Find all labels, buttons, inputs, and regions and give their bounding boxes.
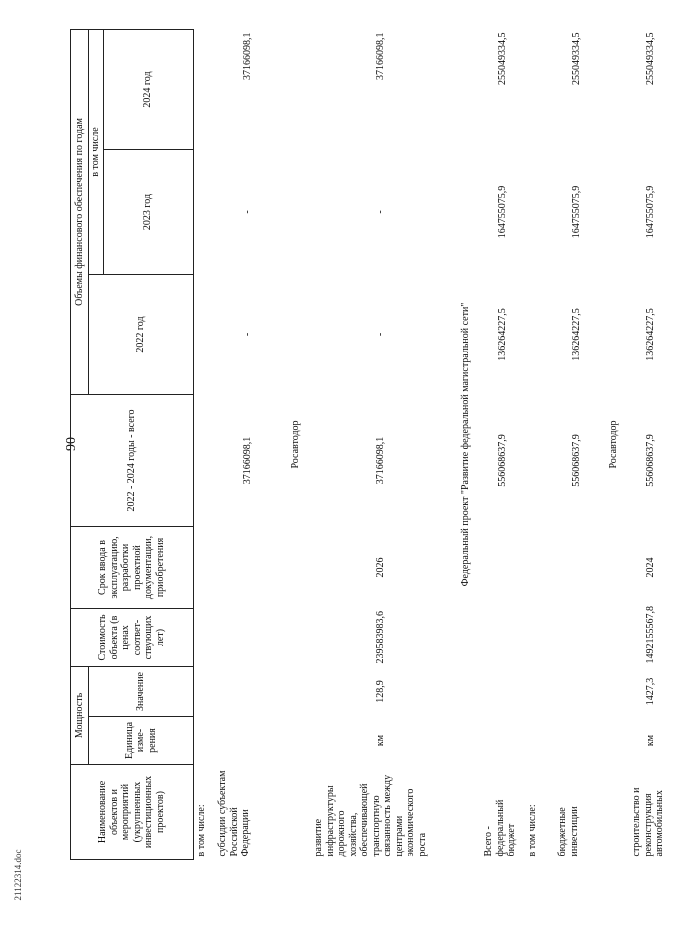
cell-y2023: 164755075,9 <box>645 185 657 239</box>
cell-term <box>215 527 281 609</box>
header-name: Наименование объектов и мероприятий (укрупненных инвестиционных проектов) <box>71 765 194 860</box>
header-2022: 2022 год <box>89 275 194 395</box>
table-row <box>481 29 525 859</box>
cell-y2023 <box>193 150 215 275</box>
cell-y2022 <box>193 275 215 395</box>
cell-y2023: 164755075,9 <box>571 185 583 239</box>
cell-cost: 1492155567,8 <box>645 606 657 664</box>
header-capacity: Мощность <box>71 667 89 765</box>
header-term: Срок ввода в эксплуатацию, разработки проектной документации, приобретения <box>71 527 194 609</box>
cell-y2024: 255049334,5 <box>645 32 657 85</box>
header-2023: 2023 год <box>103 150 193 275</box>
cell-y2022: - <box>375 332 387 337</box>
cell-unit <box>193 717 215 765</box>
cell-name: бюджетные инвестиции <box>557 806 580 857</box>
section-row <box>281 29 311 859</box>
cell-unit <box>481 717 525 765</box>
cell-value <box>215 667 281 717</box>
cell-value <box>525 667 555 717</box>
cell-y2022: 136264227,5 <box>497 308 509 361</box>
cell-term: 2024 <box>645 557 657 578</box>
cell-y2024: 37166098,1 <box>242 32 254 80</box>
cell-y2022: - <box>242 332 254 337</box>
cell-name: в том числе: <box>527 804 538 857</box>
cell-value <box>193 667 215 717</box>
cell-unit: км <box>375 734 387 747</box>
cell-total: 37166098,1 <box>242 436 254 485</box>
cell-y2024 <box>525 29 555 149</box>
table-row <box>629 29 673 859</box>
cell-cost <box>555 609 599 667</box>
cell-total: 556068637,9 <box>497 434 509 487</box>
cell-y2024 <box>193 29 215 149</box>
table-row <box>311 29 451 859</box>
cell-unit <box>555 717 599 765</box>
table-row <box>525 29 555 859</box>
cell-total <box>525 395 555 527</box>
cell-y2022: 136264227,5 <box>645 308 657 361</box>
cell-cost <box>481 609 525 667</box>
cell-cost <box>193 609 215 667</box>
page-number: 90 <box>64 437 79 451</box>
header-value: Значение <box>89 667 194 717</box>
cell-name: развитие инфраструктуры дорожного хозяйства, обеспечивающей транспортную связанность между центрами экономического роста <box>313 774 428 857</box>
section-title: Росавтодор <box>290 420 302 469</box>
cell-name: субсидии субъектам Российской Федерации <box>217 770 251 857</box>
cell-total: 37166098,1 <box>375 436 387 485</box>
cell-cost: 239583983,6 <box>375 611 387 664</box>
header-funding: Объемы финансового обеспечения по годам <box>71 29 89 394</box>
cell-term <box>481 527 525 609</box>
cell-y2023: - <box>242 210 254 214</box>
table-row <box>215 29 281 859</box>
cell-name: строительство и реконструкция автомобильных <box>631 787 665 857</box>
cell-name: в том числе: <box>195 804 207 857</box>
cell-value <box>555 667 599 717</box>
cell-term <box>555 527 599 609</box>
funding-table <box>70 29 673 860</box>
cell-y2022 <box>525 275 555 395</box>
cell-y2022: 136264227,5 <box>571 308 583 361</box>
cell-unit <box>215 717 281 765</box>
cell-value <box>481 667 525 717</box>
cell-cost <box>525 609 555 667</box>
cell-total <box>193 395 215 527</box>
rotated-table-page <box>70 30 665 860</box>
section-title: Федеральный проект "Развитие федеральной магистральной сети" <box>460 302 472 587</box>
cell-y2024: 37166098,1 <box>375 32 387 80</box>
cell-y2023 <box>525 150 555 275</box>
cell-name: Всего - федеральный бюджет <box>483 799 517 857</box>
cell-y2024: 255049334,5 <box>571 32 583 85</box>
table-row <box>193 29 215 859</box>
cell-term: 2026 <box>375 557 387 578</box>
cell-unit: км <box>645 734 657 747</box>
cell-value: 128,9 <box>375 680 387 703</box>
cell-value: 1427,3 <box>645 677 657 706</box>
footer-filename: 21122314.doc <box>13 849 23 901</box>
cell-term <box>525 527 555 609</box>
cell-total: 556068637,9 <box>645 434 657 487</box>
header-cost: Стоимость объекта (в ценах соответ-ствующих лет) <box>71 609 194 667</box>
header-2024: 2024 год <box>103 29 193 149</box>
section-row <box>451 29 481 859</box>
section-row <box>599 29 629 859</box>
header-unit: Единица изме-рения <box>89 717 194 765</box>
cell-cost <box>215 609 281 667</box>
header-including: в том числе <box>89 29 104 274</box>
table-row <box>555 29 599 859</box>
cell-y2023: 164755075,9 <box>497 185 509 239</box>
cell-unit <box>525 717 555 765</box>
cell-y2024: 255049334,5 <box>497 32 509 85</box>
cell-term <box>193 527 215 609</box>
cell-total: 556068637,9 <box>571 434 583 487</box>
cell-y2023: - <box>375 210 387 214</box>
section-title: Росавтодор <box>608 420 620 469</box>
header-total: 2022 - 2024 годы - всего <box>71 395 194 527</box>
